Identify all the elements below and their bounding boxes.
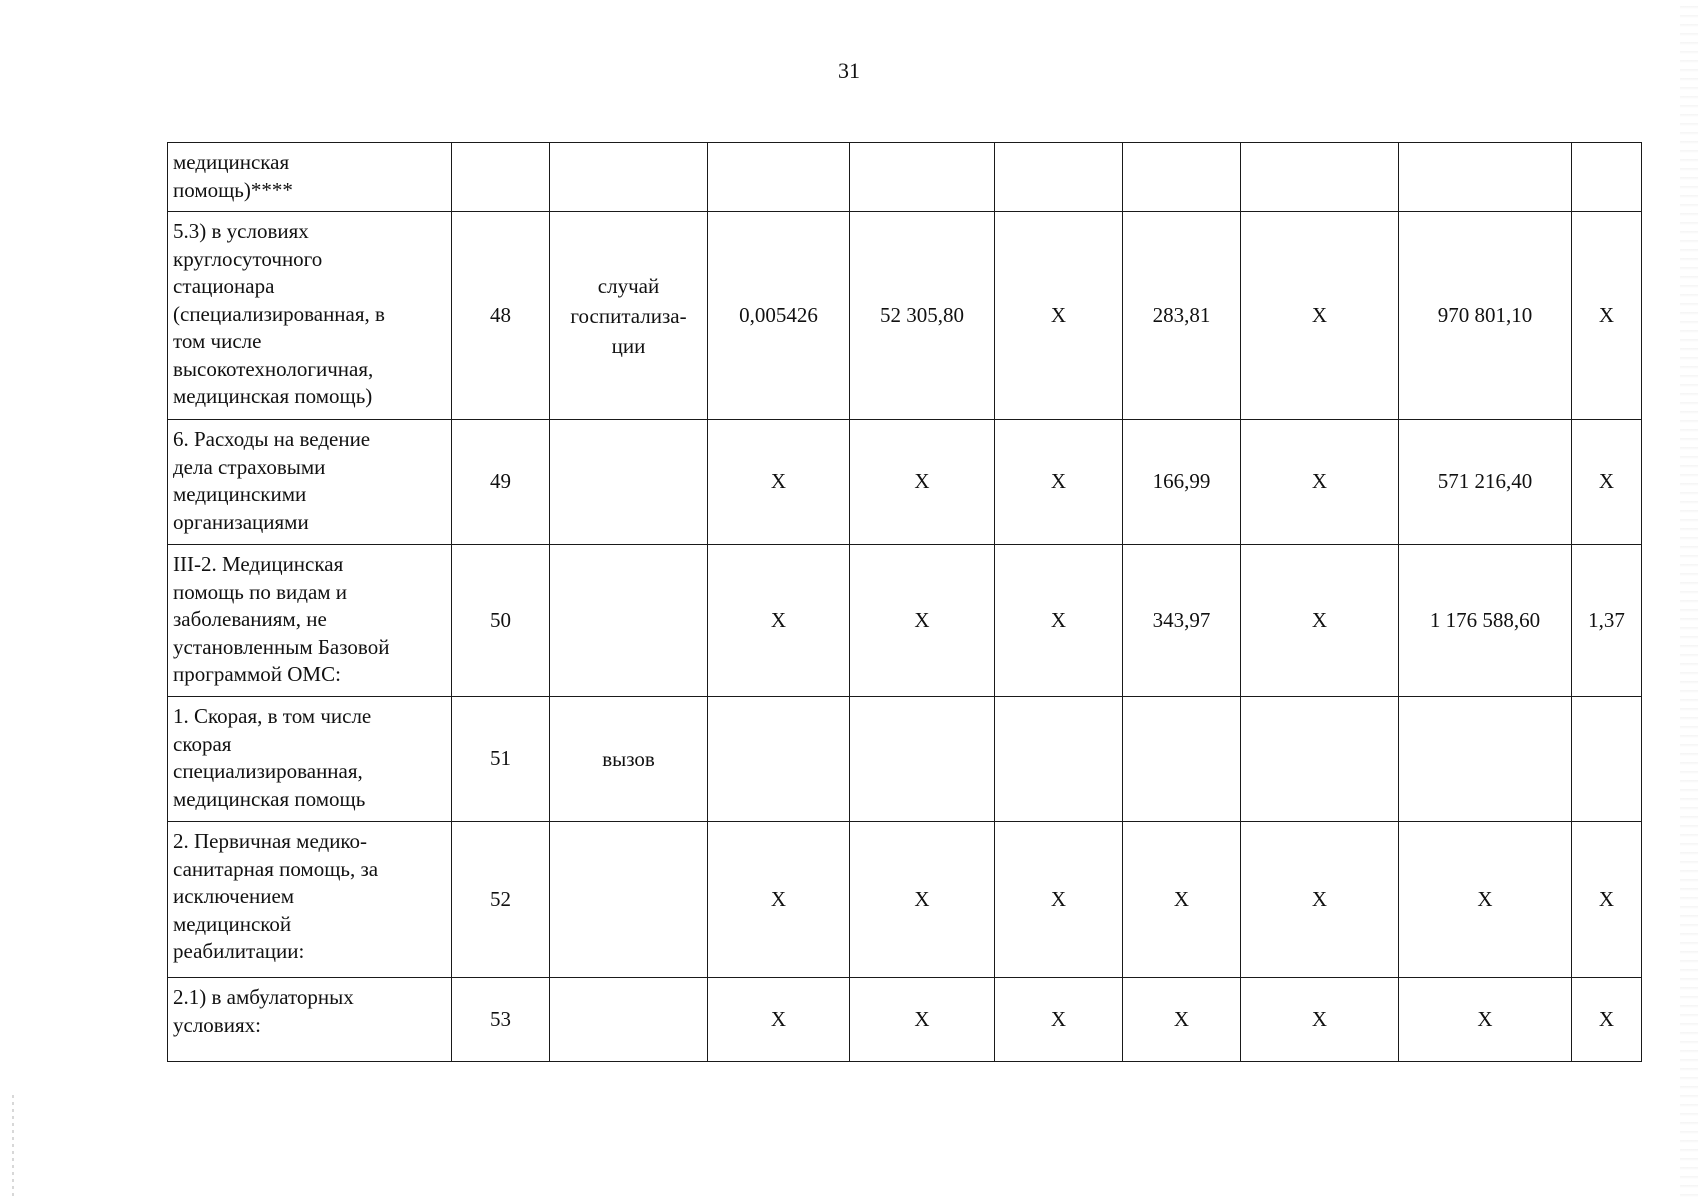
table-row	[168, 420, 1642, 545]
value-cell: 970 801,10	[1399, 212, 1572, 420]
value-cell	[708, 143, 850, 212]
value-cell	[850, 697, 995, 822]
value-cell: X	[708, 545, 850, 697]
value-cell: X	[850, 420, 995, 545]
unit-cell	[550, 545, 708, 697]
value-cell: X	[708, 420, 850, 545]
row-number-cell: 49	[452, 420, 550, 545]
row-number-cell: 48	[452, 212, 550, 420]
value-cell: 1,37	[1572, 545, 1642, 697]
row-number-cell: 51	[452, 697, 550, 822]
value-cell: X	[995, 822, 1123, 978]
unit-cell	[550, 978, 708, 1062]
value-cell: X	[1241, 978, 1399, 1062]
value-cell	[1241, 143, 1399, 212]
value-cell: X	[995, 978, 1123, 1062]
value-cell: X	[708, 978, 850, 1062]
row-name-cell: 5.3) в условиях круглосуточного стационара (специализированная, в том числе высокотехнологичная, медицинская помощь)	[168, 212, 452, 420]
value-cell: X	[850, 545, 995, 697]
value-cell: X	[1241, 545, 1399, 697]
data-table	[167, 142, 1642, 1062]
value-cell: 283,81	[1123, 212, 1241, 420]
value-cell: X	[1399, 978, 1572, 1062]
unit-cell	[550, 822, 708, 978]
value-cell: X	[1399, 822, 1572, 978]
table-row	[168, 545, 1642, 697]
value-cell: 343,97	[1123, 545, 1241, 697]
value-cell: 166,99	[1123, 420, 1241, 545]
value-cell	[1572, 697, 1642, 822]
unit-cell	[550, 143, 708, 212]
table-row	[168, 822, 1642, 978]
value-cell: X	[1241, 822, 1399, 978]
value-cell: X	[1123, 978, 1241, 1062]
row-name-cell: III-2. Медицинская помощь по видам и заболеваниям, не установленным Базовой программой ОМС:	[168, 545, 452, 697]
row-number-cell	[452, 143, 550, 212]
value-cell	[995, 143, 1123, 212]
page-number: 31	[838, 58, 860, 83]
value-cell: X	[995, 420, 1123, 545]
value-cell: X	[995, 212, 1123, 420]
value-cell: 52 305,80	[850, 212, 995, 420]
value-cell: X	[1241, 212, 1399, 420]
table-row	[168, 697, 1642, 822]
value-cell	[1123, 143, 1241, 212]
value-cell	[1123, 697, 1241, 822]
value-cell: X	[1572, 420, 1642, 545]
value-cell: X	[995, 545, 1123, 697]
value-cell	[1572, 143, 1642, 212]
table-row	[168, 212, 1642, 420]
row-name-cell: 2.1) в амбулаторных условиях:	[168, 978, 452, 1062]
table-row	[168, 143, 1642, 212]
value-cell	[1399, 143, 1572, 212]
row-number-cell: 52	[452, 822, 550, 978]
value-cell: X	[1241, 420, 1399, 545]
value-cell	[708, 697, 850, 822]
scan-edge-artifact	[12, 1095, 14, 1200]
value-cell	[995, 697, 1123, 822]
value-cell: X	[708, 822, 850, 978]
value-cell: X	[1572, 822, 1642, 978]
value-cell	[850, 143, 995, 212]
value-cell: X	[1572, 212, 1642, 420]
value-cell: X	[850, 978, 995, 1062]
value-cell: 1 176 588,60	[1399, 545, 1572, 697]
value-cell: 0,005426	[708, 212, 850, 420]
table-row	[168, 978, 1642, 1062]
value-cell: X	[850, 822, 995, 978]
row-number-cell: 50	[452, 545, 550, 697]
unit-cell: случай госпитализа- ции	[550, 212, 708, 420]
value-cell	[1241, 697, 1399, 822]
value-cell	[1399, 697, 1572, 822]
unit-cell: вызов	[550, 697, 708, 822]
scan-edge-artifact	[1680, 0, 1698, 1200]
value-cell: X	[1123, 822, 1241, 978]
row-name-cell: 2. Первичная медико- санитарная помощь, за исключением медицинской реабилитации:	[168, 822, 452, 978]
row-name-cell: медицинская помощь)****	[168, 143, 452, 212]
row-name-cell: 6. Расходы на ведение дела страховыми медицинскими организациями	[168, 420, 452, 545]
row-name-cell: 1. Скорая, в том числе скорая специализированная, медицинская помощь	[168, 697, 452, 822]
value-cell: 571 216,40	[1399, 420, 1572, 545]
value-cell: X	[1572, 978, 1642, 1062]
unit-cell	[550, 420, 708, 545]
row-number-cell: 53	[452, 978, 550, 1062]
